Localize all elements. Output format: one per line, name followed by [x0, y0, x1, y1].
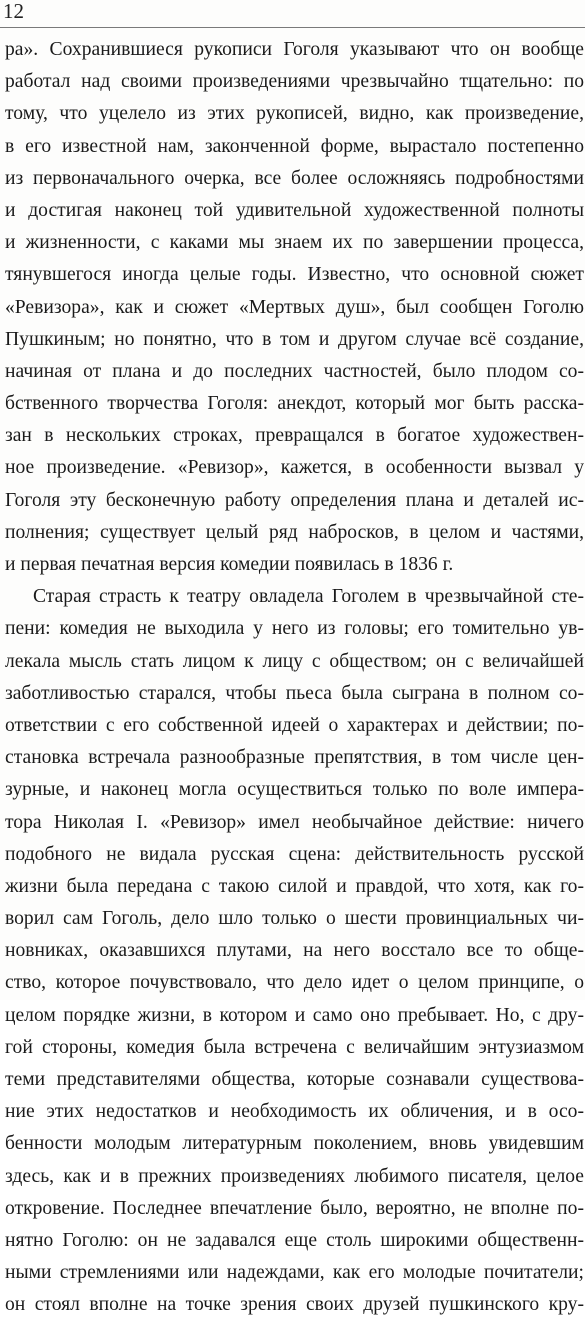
text-line: из первоначального очерка, все более осложняясь подробностями [5, 167, 584, 189]
body-text [5, 34, 584, 1322]
header-rule [0, 27, 585, 28]
text-line: начиная от плана и до последних частностей, было плодом со- [5, 360, 584, 382]
text-line: новниках, оказавшихся плутами, на него восстало все то обще- [5, 940, 584, 962]
text-line: целом порядке жизни, в котором и само оно пребывает. Но, с дру- [5, 1004, 584, 1026]
text-line: нятно Гоголю: он не задавался еще столь широкими общественн- [5, 1229, 584, 1251]
text-line: ное произведение. «Ревизор», кажется, в особенности вызвал у [5, 457, 584, 479]
text-line: тора Николая I. «Ревизор» имел необычайное действие: ничего [5, 811, 584, 833]
text-line: становка встречала разнообразные препятствия, в том числе цен- [5, 747, 584, 769]
text-line: здесь, как и в прежних произведениях любимого писателя, целое [5, 1165, 584, 1187]
text-line: ными стремлениями или надеждами, как его молодые почитатели; [5, 1262, 584, 1284]
text-line: зурные, и наконец могла осуществиться только по воле импера- [5, 779, 584, 801]
paragraph-first-line: Старая страсть к театру овладела Гоголем в чрезвычайной сте- [33, 586, 584, 608]
text-line: тому, что уцелело из этих рукописей, видно, как произведение, [5, 103, 584, 125]
text-line: ворил сам Гоголь, дело шло только о шести провинциальных чи- [5, 908, 584, 930]
text-line: теми представителями общества, которые сознавали существова- [5, 1069, 584, 1090]
text-line: пени: комедия не выходила у него из головы; его томительно ув- [5, 618, 584, 640]
text-line: зан в нескольких строках, превращался в богатое художествен- [5, 425, 584, 447]
text-line: заботливостью старался, чтобы пьеса была сыграна в полном со- [5, 682, 584, 704]
text-line: полнения; существует целый ряд набросков, в целом и частями, [5, 521, 584, 543]
paragraph-last-line: и первая печатная версия комедии появилась в 1836 г. [5, 554, 454, 575]
text-line: ответствии с его собственной идеей о характерах и действии; по- [5, 714, 584, 736]
text-line: бенности молодым литературным поколением, вновь увидевшим [5, 1133, 584, 1155]
text-line: он стоял вполне на точке зрения своих друзей пушкинского кру- [5, 1294, 584, 1316]
text-line: и жизненности, с каками мы знаем их по завершении процесса, [5, 232, 584, 254]
text-line: тянувшегося иногда целые годы. Известно, что основной сюжет [5, 264, 584, 286]
text-line: ние этих недостатков и необходимость их обличения, и в осо- [5, 1101, 584, 1123]
text-line: гой стороны, комедия была встречена с величайшим энтузиазмом [5, 1036, 584, 1058]
text-line: жизни была передана с такою силой и правдой, что хотя, как го- [5, 875, 584, 897]
text-line: работал над своими произведениями чрезвычайно тщательно: по [5, 71, 584, 93]
text-line: Гоголя эту бесконечную работу определения плана и деталей ис- [5, 489, 584, 511]
text-line: лекала мысль стать лицом к лицу с обществом; он с величайшей [5, 650, 584, 672]
text-line: «Ревизора», как и сюжет «Мертвых душ», был сообщен Гоголю [5, 296, 584, 318]
page-number: 12 [3, 0, 24, 23]
text-line: ство, которое почувствовало, что дело идет о целом принципе, о [5, 972, 584, 994]
text-line: ра». Сохранившиеся рукописи Гоголя указывают что он вообще [5, 39, 584, 60]
text-line: и достигая наконец той удивительной художественной полноты [5, 199, 584, 221]
text-line: в его известной нам, законченной форме, вырастало постепенно [5, 135, 584, 157]
text-line: бственного творчества Гоголя: анекдот, который мог быть расска- [5, 393, 584, 415]
text-line: подобного не видала русская сцена: действительность русской [5, 843, 584, 865]
text-line: откровение. Последнее впечатление было, вероятно, не вполне по- [5, 1197, 584, 1219]
text-line: Пушкиным; но понятно, что в том и другом случае всё создание, [5, 328, 584, 350]
